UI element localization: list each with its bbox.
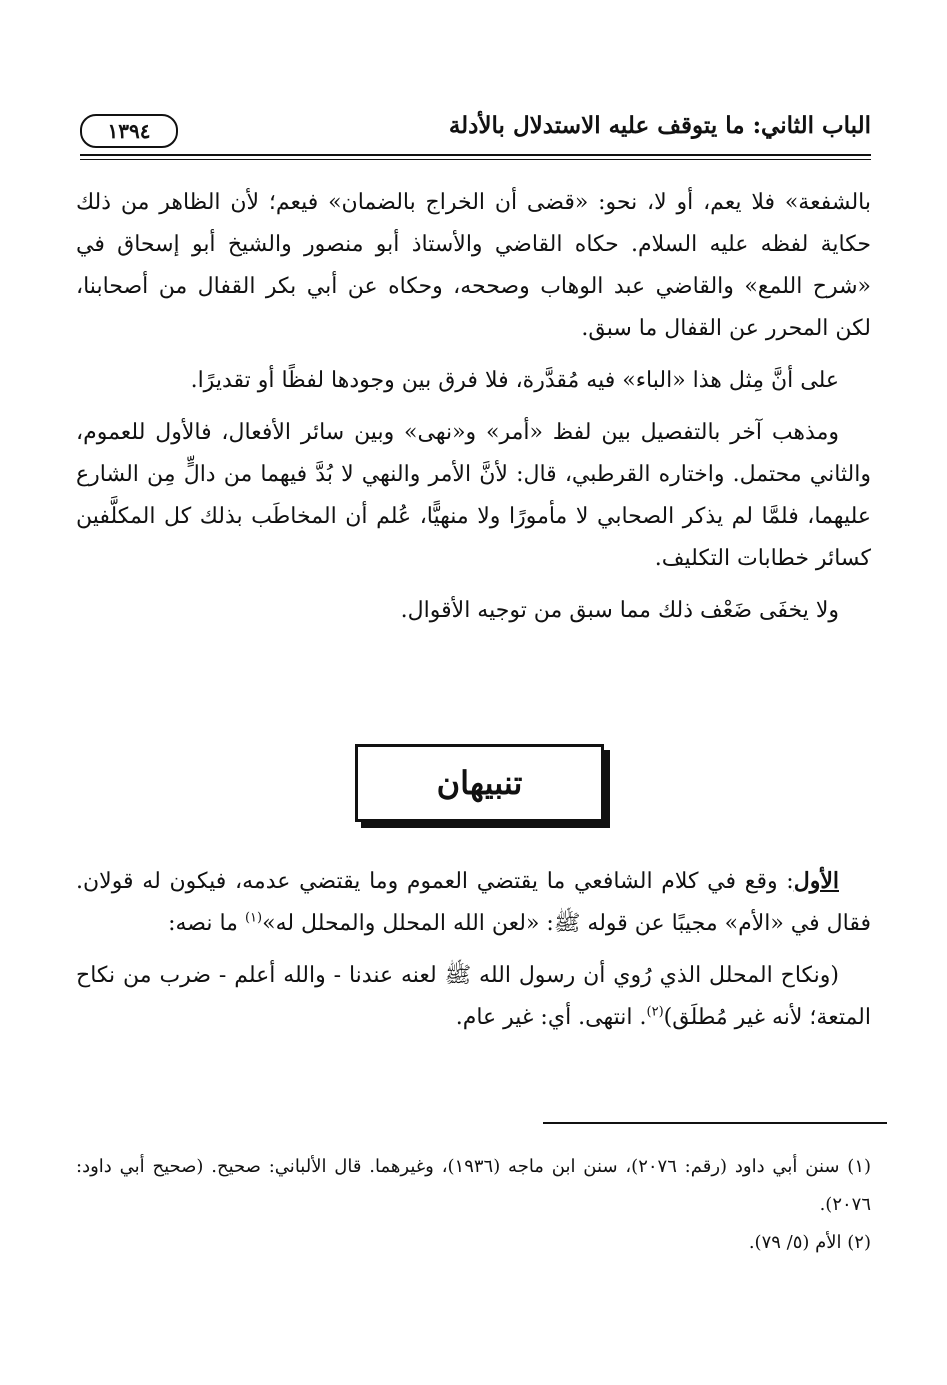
page-header — [80, 104, 871, 154]
paragraph: على أنَّ مِثل هذا «الباء» فيه مُقدَّرة، فلا فرق بين وجودها لفظًا أو تقديرًا. — [190, 368, 839, 393]
main-text-top — [76, 182, 871, 632]
paragraph-text: : وقع في كلام الشافعي ما يقتضي العموم وما يقتضي عدمه، فيكون له قولان. فقال في «الأم» مجيبًا عن قوله ﷺ: «لعن الله المحلل والمحلل له» — [76, 869, 871, 936]
chapter-title: الباب الثاني: ما يتوقف عليه الاستدلال بالأدلة — [448, 112, 871, 139]
paragraph-text: ما نصه: — [168, 911, 245, 936]
paragraph — [76, 860, 871, 945]
paragraph: ولا يخفَى ضَعْف ذلك مما سبق من توجيه الأقوال. — [400, 598, 839, 623]
page-number-badge — [80, 114, 178, 148]
footnote: (١) سنن أبي داود (رقم: ٢٠٧٦)، سنن ابن ماجه (١٩٣٦)، وغيرهما. قال الألباني: صحيح. (صحيح أبي داود: ٢٠٧٦). — [76, 1156, 872, 1215]
paragraph-text: (ونكاح المحلل الذي رُوي أن رسول الله ﷺ لعنه عندنا - والله أعلم - ضرب من نكاح المتعة؛ لأنه غير مُطلَق) — [76, 963, 871, 1030]
section-heading: تنبيهان — [436, 764, 523, 802]
paragraph: بالشفعة» فلا يعم، أو لا، نحو: «قضى أن الخراج بالضمان» فيعم؛ لأن الظاهر من ذلك حكاية لفظه عليه السلام. حكاه القاضي والأستاذ أبو منصور والشيخ أبو إسحاق في «شرح اللمع» والقاضي عبد الوهاب وصححه، وحكاه عن أبي بكر القفال من أصحابنا، لكن المحرر عن القفال ما سبق. — [76, 190, 871, 341]
header-rule — [80, 154, 871, 156]
footnote-ref: (١) — [244, 910, 263, 926]
paragraph — [76, 955, 871, 1039]
footnote-ref: (٢) — [646, 1004, 664, 1020]
paragraph-text: . انتهى. أي: غير عام. — [455, 1005, 647, 1030]
footnote-separator — [543, 1122, 887, 1124]
header-rule-thin — [80, 159, 871, 160]
paragraph: ومذهب آخر بالتفصيل بين لفظ «أمر» و«نهى» وبين سائر الأفعال، فالأول للعموم، والثاني محتمل. واختاره القرطبي، قال: لأنَّ الأمر والنهي لا بُدَّ فيهما من دالٍّ مِن الشارع عليهما، فلمَّا لم يذكر الصحابي لا مأمورًا ولا منهيًّا، عُلم أن المخاطَب بذلك كل المكلَّفين كسائر خطابات التكليف. — [76, 420, 871, 571]
main-text-bottom — [76, 860, 871, 1039]
footnote: (٢) الأم (٥/ ٧٩). — [748, 1232, 871, 1253]
footnotes — [76, 1148, 871, 1262]
lead-word: الأول — [793, 868, 839, 894]
section-heading-box — [355, 744, 604, 822]
page-number: ١٣٩٤ — [107, 119, 151, 143]
